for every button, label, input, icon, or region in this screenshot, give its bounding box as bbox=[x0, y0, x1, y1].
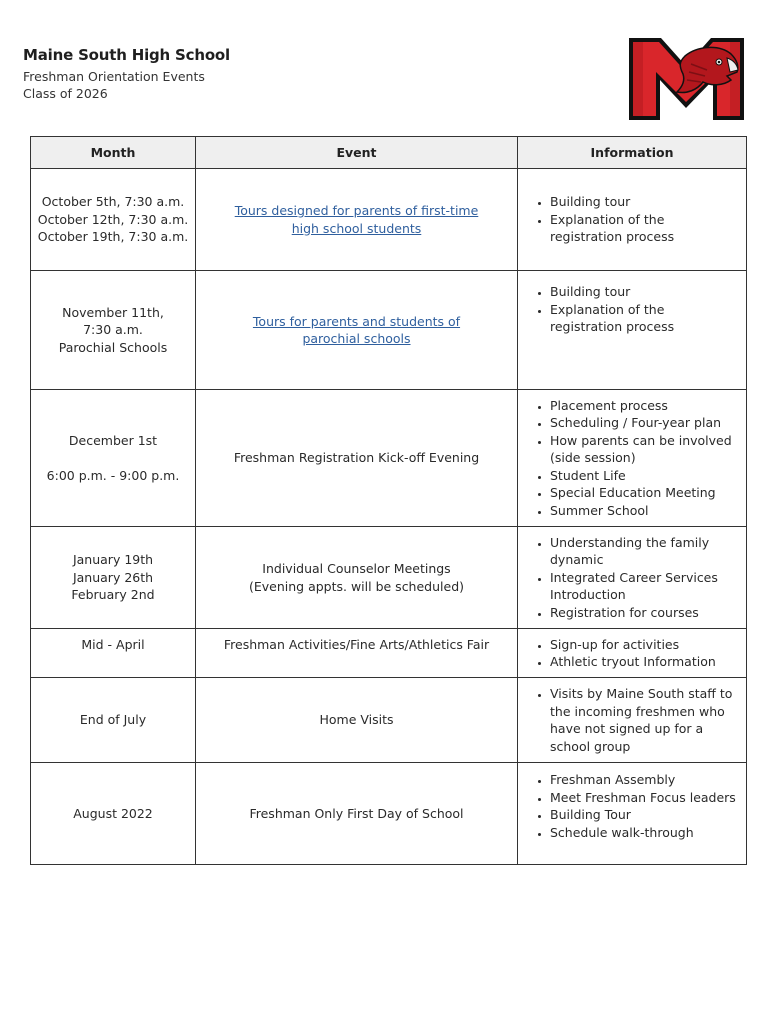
info-cell bbox=[518, 678, 747, 763]
list-item: • Explanation of the registration process bbox=[550, 301, 740, 336]
table-row bbox=[31, 169, 747, 271]
event-link-parent-tours[interactable]: Tours designed for parents of first-time high school students bbox=[234, 203, 479, 236]
month-cell: Mid - April bbox=[31, 629, 196, 678]
info-cell bbox=[518, 271, 747, 390]
list-item: • Building tour bbox=[550, 283, 740, 301]
column-header-information: Information bbox=[518, 137, 747, 169]
event-cell: Individual Counselor Meetings (Evening appts. will be scheduled) bbox=[196, 527, 518, 629]
event-cell: Home Visits bbox=[196, 678, 518, 763]
list-item: • Understanding the family dynamic bbox=[550, 534, 740, 569]
month-cell: August 2022 bbox=[31, 763, 196, 865]
event-link-parochial-tours[interactable]: Tours for parents and students of parochial schools bbox=[252, 313, 461, 346]
table-header-row bbox=[31, 137, 747, 169]
column-header-month: Month bbox=[31, 137, 196, 169]
event-cell: Freshman Only First Day of School bbox=[196, 763, 518, 865]
list-item: • Meet Freshman Focus leaders bbox=[550, 789, 740, 807]
table-row bbox=[31, 271, 747, 390]
list-item: • Scheduling / Four-year plan bbox=[550, 414, 740, 432]
list-item: • Building Tour bbox=[550, 806, 740, 824]
info-cell bbox=[518, 763, 747, 865]
event-cell: Freshman Registration Kick-off Evening bbox=[196, 390, 518, 527]
table-row bbox=[31, 678, 747, 763]
orientation-events-table bbox=[30, 136, 747, 865]
table-row bbox=[31, 629, 747, 678]
event-cell bbox=[196, 169, 518, 271]
list-item: • Explanation of the registration process bbox=[550, 211, 740, 246]
subtitle: Freshman Orientation Events bbox=[23, 69, 205, 84]
event-cell bbox=[196, 271, 518, 390]
list-item: • Registration for courses bbox=[550, 604, 740, 622]
list-item: • Athletic tryout Information bbox=[550, 653, 740, 671]
list-item: • Summer School bbox=[550, 502, 740, 520]
list-item: • Schedule walk-through bbox=[550, 824, 740, 842]
list-item: • Special Education Meeting bbox=[550, 484, 740, 502]
table-row bbox=[31, 527, 747, 629]
hawk-m-logo bbox=[627, 36, 746, 122]
month-cell: November 11th, 7:30 a.m. Parochial Schools bbox=[31, 271, 196, 390]
list-item: • Placement process bbox=[550, 397, 740, 415]
list-item: • Sign-up for activities bbox=[550, 636, 740, 654]
info-cell bbox=[518, 390, 747, 527]
list-item: • Integrated Career Services Introduction bbox=[550, 569, 740, 604]
list-item: • Student Life bbox=[550, 467, 740, 485]
school-name: Maine South High School bbox=[23, 46, 230, 64]
list-item: • How parents can be involved (side session) bbox=[550, 432, 740, 467]
month-cell: December 1st 6:00 p.m. - 9:00 p.m. bbox=[31, 390, 196, 527]
month-cell: End of July bbox=[31, 678, 196, 763]
list-item: • Building tour bbox=[550, 193, 740, 211]
info-cell bbox=[518, 629, 747, 678]
info-cell bbox=[518, 527, 747, 629]
class-of: Class of 2026 bbox=[23, 86, 108, 101]
month-cell: October 5th, 7:30 a.m. October 12th, 7:30 a.m. October 19th, 7:30 a.m. bbox=[31, 169, 196, 271]
table-row bbox=[31, 763, 747, 865]
event-cell: Freshman Activities/Fine Arts/Athletics Fair bbox=[196, 629, 518, 678]
column-header-event: Event bbox=[196, 137, 518, 169]
table-row bbox=[31, 390, 747, 527]
list-item: • Freshman Assembly bbox=[550, 771, 740, 789]
list-item: • Visits by Maine South staff to the incoming freshmen who have not signed up for a school group bbox=[550, 685, 740, 755]
document-header bbox=[23, 46, 230, 102]
info-cell bbox=[518, 169, 747, 271]
month-cell: January 19th January 26th February 2nd bbox=[31, 527, 196, 629]
